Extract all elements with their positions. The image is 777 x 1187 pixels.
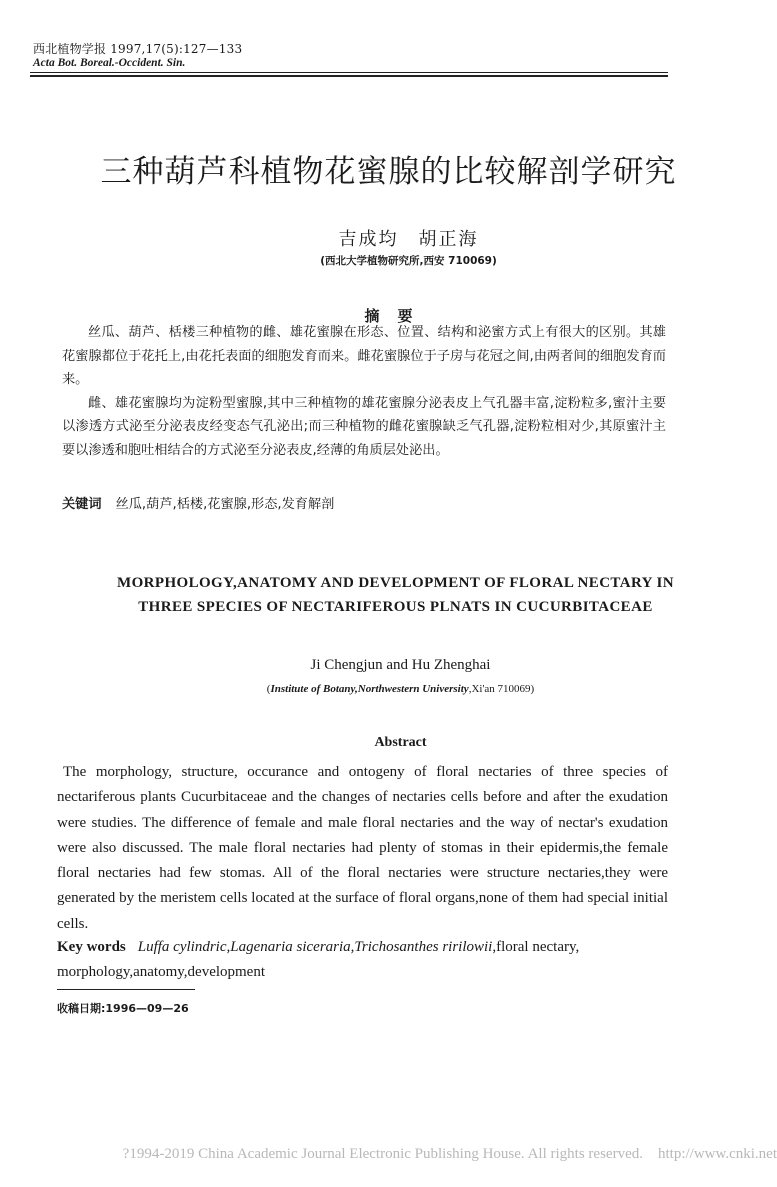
keywords-cn [62,493,334,512]
authors-en: Ji Chengjun and Hu Zhenghai [310,657,491,673]
abstract-heading-en: Abstract [374,735,427,750]
copyright-watermark: ?1994-2019 China Academic Journal Electronic Publishing House. All rights reserved. http://www.cnki.net [122,1146,777,1162]
abstract-paragraph-en: The morphology, structure, occurance and ontogeny of floral nectaries of three species of nectariferous plants Cucurbitaceae and the changes of nectaries cells before and after the exudation were studies. The difference of female and male floral nectaries and the way of nectar's exudation were also discussed. The male floral nectaries had plenty of stomas in their epidermis,the female floral nectaries had few stomas. All of the floral nectaries were structure nectaries,they were generated by the meristem cells located at the surface of floral organs,none of them had special initial cells. [57,764,668,932]
journal-citation-en: Acta Bot. Boreal.-Occident. Sin. [33,57,186,69]
footnote-rule [57,989,195,990]
authors-cn: 吉成均 胡正海 [338,229,479,250]
abstract-body-cn [62,321,666,462]
abstract-paragraph-cn-2: 雌、雄花蜜腺均为淀粉型蜜腺,其中三种植物的雄花蜜腺分泌表皮上气孔器丰富,淀粉粒多,蜜汁主要以渗透方式泌至分泌表皮经变态气孔泌出;而三种植物的雌花蜜腺缺乏气孔器,淀粉粒相对少,其原蜜汁主要以渗透和胞吐相结合的方式泌至分泌表皮,经薄的角质层处泌出。 [62,395,666,458]
keywords-species-en: Luffa cylindric,Lagenaria siceraria,Trichosanthes ririlowii [137,939,493,955]
paper-title-en [0,571,777,619]
abstract-heading-cn: 摘要 [364,307,431,325]
keywords-value-cn: 丝瓜,葫芦,栝楼,花蜜腺,形态,发育解剖 [115,497,335,512]
abstract-paragraph-cn-1: 丝瓜、葫芦、栝楼三种植物的雌、雄花蜜腺在形态、位置、结构和泌蜜方式上有很大的区别。其雄花蜜腺都位于花托上,由花托表面的细胞发育而来。雌花蜜腺位于子房与花冠之间,由两者间的细胞发育而来。 [62,325,666,387]
affiliation-en-institute: Institute of Botany,Northwestern University [270,683,469,695]
received-date: 收稿日期:1996—09—26 [57,1002,189,1015]
abstract-body-en [57,760,668,937]
paper-title-cn: 三种葫芦科植物花蜜腺的比较解剖学研究 [100,154,677,190]
affiliation-en [0,683,777,695]
paper-title-en-line1: MORPHOLOGY,ANATOMY AND DEVELOPMENT OF FLORAL NECTARY IN [117,575,674,591]
affiliation-en-city: ,Xi'an 710069) [468,683,535,695]
header-rule-thick [30,75,668,77]
keywords-en [57,935,668,985]
journal-citation-cn: 西北植物学报 1997,17(5):127—133 [33,42,243,56]
paper-title-en-line2: THREE SPECIES OF NECTARIFEROUS PLNATS IN CUCURBITACEAE [138,599,653,615]
affiliation-cn: (西北大学植物研究所,西安 710069) [320,255,497,267]
header-rule-thin [30,72,668,73]
keywords-label-cn: 关键词 [62,497,102,512]
keywords-terms-en: ,floral nectary, morphology,anatomy,development [57,939,580,980]
keywords-label-en: Key words [57,939,126,955]
affiliation-en-prefix: ( [266,683,271,695]
